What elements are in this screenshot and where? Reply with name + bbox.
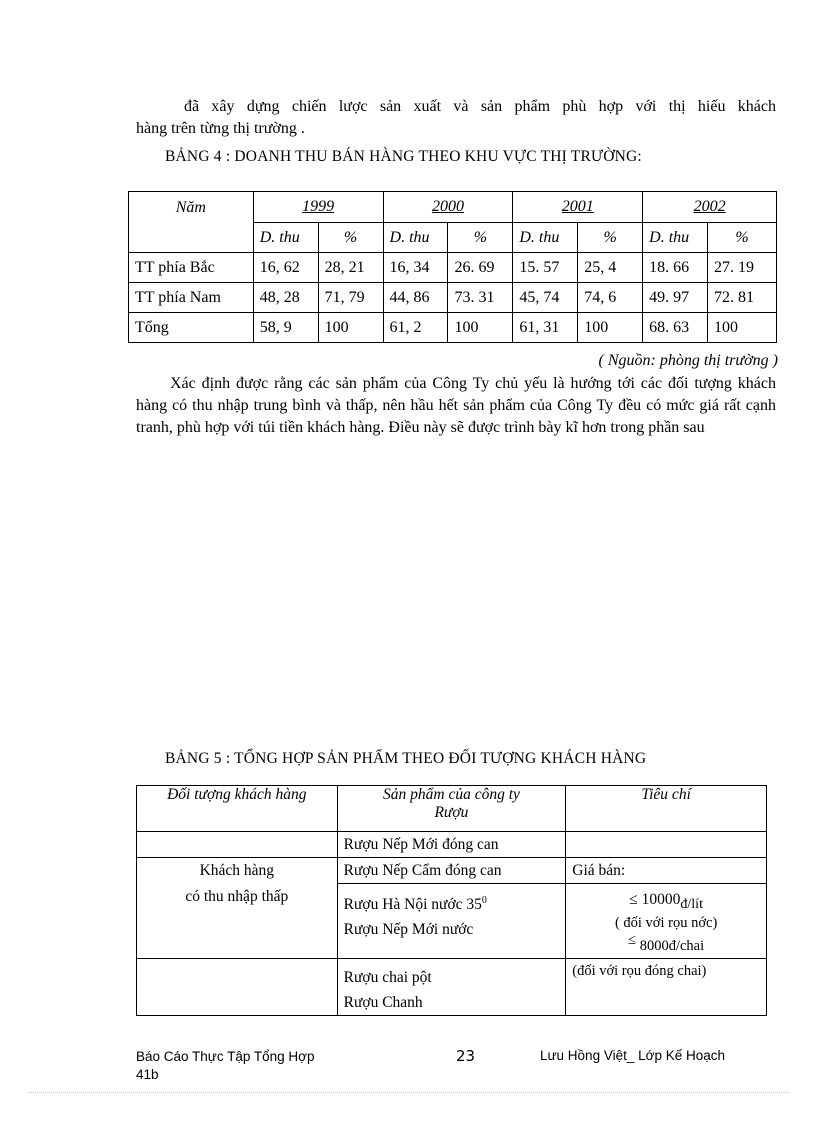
- table4-subheader: D. thu: [513, 223, 578, 253]
- cell-criteria: [566, 884, 767, 959]
- table4-subheader: %: [448, 223, 513, 253]
- table-row: [129, 313, 777, 343]
- header-criteria: Tiêu chí: [566, 786, 767, 832]
- cell-empty: [137, 832, 338, 858]
- paragraph-intro-line2: hàng trên từng thị trường .: [136, 120, 305, 137]
- paragraph-customers: Xác định được rằng các sản phẩm của Công Ty chủ yếu là hướng tới các đối tượng khách hàng có thu nhập trung bình và thấp, nên hầu hết sản phẩm của Công Ty đều có mức giá rất cạnh tranh, phù hợp với túi tiền khách hàng. Điều này sẽ được trình bày kĩ hơn trong phần sau: [136, 375, 776, 436]
- cell-product: Rượu Nếp Mới đóng can: [337, 832, 566, 858]
- row-label: TT phía Bắc: [129, 253, 254, 283]
- cell: 25, 4: [578, 253, 643, 283]
- cell: 16, 62: [253, 253, 318, 283]
- page-bottom-divider: [28, 1092, 788, 1093]
- leq-symbol: ≤: [629, 891, 638, 908]
- footer-report-title: Báo Cáo Thực Tập Tổng Hợp: [136, 1049, 315, 1064]
- cell-empty: [137, 959, 338, 1016]
- table5-title: BẢNG 5 : TỔNG HỢP SẢN PHẨM THEO ĐỐI TƯỢNG KHÁCH HÀNG: [165, 750, 647, 767]
- table4-year-1999: 1999: [253, 192, 383, 223]
- table-row: [137, 959, 767, 1016]
- table4-subheader: %: [318, 223, 383, 253]
- table-row: [129, 283, 777, 313]
- table-row: [137, 832, 767, 858]
- product-item: [344, 888, 560, 917]
- criteria-note: ( đối với rọu nớc): [614, 915, 718, 931]
- table-row: [137, 884, 767, 959]
- row-label: Tổng: [129, 313, 254, 343]
- cell-customer: có thu nhập thấp: [137, 884, 338, 959]
- paragraph-intro-line1: đã xây dựng chiến lược sản xuất và sản phẩm phù hợp với thị hiếu khách: [184, 98, 776, 115]
- cell-criteria: Giá bán:: [566, 858, 767, 884]
- cell: 100: [578, 313, 643, 343]
- cell: 61, 2: [383, 313, 448, 343]
- table4-year-header: Năm: [129, 192, 254, 253]
- price-value: 8000đ/chai: [636, 938, 705, 954]
- cell: 68. 63: [643, 313, 708, 343]
- cell-products: [337, 884, 566, 959]
- table4-subheader: %: [708, 223, 777, 253]
- cell-criteria: (đối với rọu đóng chai): [566, 959, 767, 1016]
- table4-source: ( Nguồn: phòng thị trường ): [598, 352, 778, 369]
- cell-empty: [566, 832, 767, 858]
- table4-year-2001: 2001: [513, 192, 643, 223]
- table4-subheader: D. thu: [643, 223, 708, 253]
- cell: 100: [708, 313, 777, 343]
- paragraph-intro: [136, 96, 776, 140]
- table5-header-row: [137, 786, 767, 832]
- page-number: 23: [456, 1047, 476, 1065]
- revenue-table: [128, 191, 777, 343]
- table4-year-2000: 2000: [383, 192, 513, 223]
- price-unit: đ/lít: [680, 897, 703, 912]
- footer-author: Lưu Hồng Việt_ Lớp Kế Hoạch: [540, 1048, 726, 1063]
- cell-customer: Khách hàng: [137, 858, 338, 884]
- table-row: [129, 253, 777, 283]
- price-value: 10000: [637, 891, 681, 908]
- cell: 100: [318, 313, 383, 343]
- product-item: Rượu Nếp Mới nước: [343, 921, 474, 939]
- table4-title: BẢNG 4 : DOANH THU BÁN HÀNG THEO KHU VỰC THỊ TRƯỜNG:: [165, 148, 642, 165]
- cell: 26. 69: [448, 253, 513, 283]
- cell: 100: [448, 313, 513, 343]
- footer-left: [136, 1048, 315, 1084]
- degree-sup: 0: [481, 895, 487, 906]
- cell: 61, 31: [513, 313, 578, 343]
- cell: 58, 9: [253, 313, 318, 343]
- table4-subheader: D. thu: [253, 223, 318, 253]
- table-row: [137, 858, 767, 884]
- product-item: Rượu Chanh: [343, 994, 423, 1011]
- cell-products: [337, 959, 566, 1016]
- customer-products-table: [136, 785, 767, 1016]
- row-label: TT phía Nam: [129, 283, 254, 313]
- cell: 48, 28: [253, 283, 318, 313]
- table4-year-row: [129, 192, 777, 223]
- cell: 73. 31: [448, 283, 513, 313]
- cell: 27. 19: [708, 253, 777, 283]
- cell: 28, 21: [318, 253, 383, 283]
- cell: 72. 81: [708, 283, 777, 313]
- cell-product: Rượu Nếp Cẩm đóng can: [337, 858, 566, 884]
- header-customer: Đối tượng khách hàng: [137, 786, 338, 832]
- cell: 74, 6: [578, 283, 643, 313]
- cell: 18. 66: [643, 253, 708, 283]
- cell: 49. 97: [643, 283, 708, 313]
- header-product-line1: Sản phẩm của công ty: [383, 786, 520, 803]
- cell: 16, 34: [383, 253, 448, 283]
- cell: 15. 57: [513, 253, 578, 283]
- table4-subheader: %: [578, 223, 643, 253]
- product-item: Rượu chai pột: [343, 969, 432, 986]
- criteria-price-bottle: [572, 932, 760, 958]
- cell: 44, 86: [383, 283, 448, 313]
- table4-year-2002: 2002: [643, 192, 777, 223]
- header-product: [337, 786, 566, 832]
- product-name: Rượu Hà Nội nước 35: [343, 896, 482, 914]
- leq-symbol: ≤: [628, 932, 637, 948]
- criteria-price-litre: [572, 888, 760, 912]
- table4-subheader: D. thu: [383, 223, 448, 253]
- footer-report-class: 41b: [136, 1067, 159, 1082]
- header-product-line2: Rượu: [434, 804, 469, 821]
- cell: 45, 74: [513, 283, 578, 313]
- cell: 71, 79: [318, 283, 383, 313]
